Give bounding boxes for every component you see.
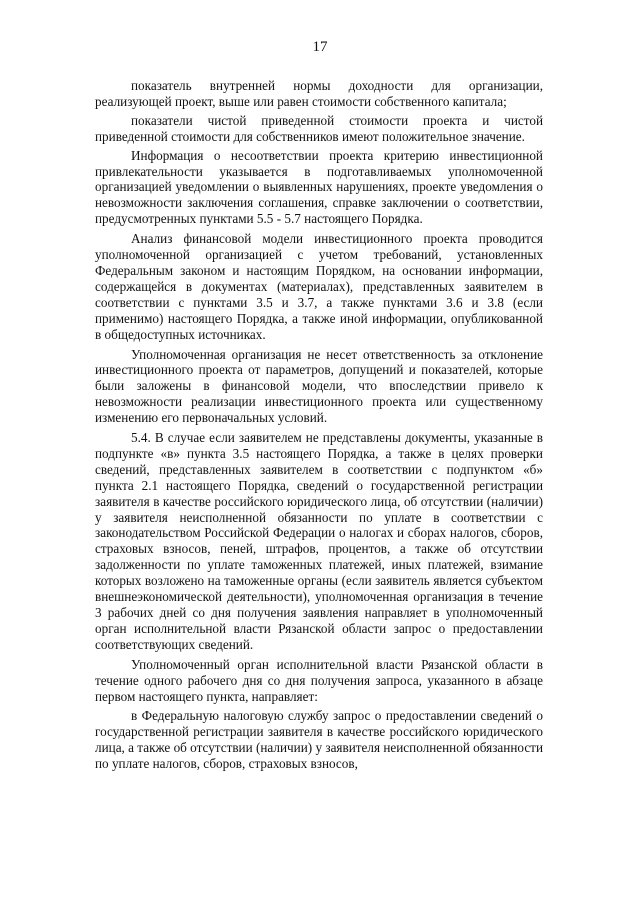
paragraph-liability-disclaimer: Уполномоченная организация не несет ответственность за отклонение инвестиционного проекта от параметров, допущений и показателей, которые были заложены в финансовой модели, что впоследствии привело к невозможности реализации инвестиционного проекта или существенному изменению его первоначальных условий. bbox=[95, 346, 543, 426]
paragraph-financial-model-analysis: Анализ финансовой модели инвестиционного проекта проводится уполномоченной организацией с учетом требований, установленных Федеральным законом и настоящим Порядком, на основании информации, содержащейся в документах (материалах), представленных заявителем в соответствии с пунктами 3.5 и 3.7, а также пунктами 3.6 и 3.8 (если применимо) настоящего Порядка, а также иной информации, опубликованной в общедоступных источниках. bbox=[95, 231, 543, 342]
document-body bbox=[95, 78, 543, 776]
paragraph-npv-indicators: показатели чистой приведенной стоимости проекта и чистой приведенной стоимости для собственников имеют положительное значение. bbox=[95, 112, 543, 144]
paragraph-noncompliance-info: Информация о несоответствии проекта критерию инвестиционной привлекательности указывается в подготавливаемых уполномоченной организацией уведомлении о выявленных нарушениях, проекте уведомления о невозможности заключения соглашения, справке заключении о соответствии, предусмотренных пунктами 5.5 - 5.7 настоящего Порядка. bbox=[95, 147, 543, 227]
page-number: 17 bbox=[312, 39, 328, 55]
paragraph-tax-service-request: в Федеральную налоговую службу запрос о предоставлении сведений о государственной регистрации заявителя в качестве российского юридического лица, а также об отсутствии (наличии) у заявителя неисполненной обязанности по уплате налогов, сборов, страховых взносов, bbox=[95, 708, 543, 772]
paragraph-authority-sends: Уполномоченный орган исполнительной власти Рязанской области в течение одного рабочего дня со дня получения запроса, указанного в абзаце первом настоящего пункта, направляет: bbox=[95, 656, 543, 704]
paragraph-section-5-4: 5.4. В случае если заявителем не представлены документы, указанные в подпункте «в» пункта 3.5 настоящего Порядка, а также в целях проверки сведений, представленных заявителем в соответствии с подпунктом «б» пункта 2.1 настоящего Порядка, сведений о государственной регистрации заявителя в качестве российского юридического лица, об отсутствии (наличии) у заявителя неисполненной обязанности по уплате в соответствии с законодательством Российской Федерации о налогах и сборах налогов, сборов, страховых взносов, пеней, штрафов, процентов, а также об отсутствии задолженности по уплате таможенных платежей, иных платежей, взимание которых возложено на таможенные органы (если заявитель является субъектом внешнеэкономической деятельности), уполномоченная организация в течение 3 рабочих дней со дня получения заявления направляет в уполномоченный орган исполнительной власти Рязанской области запрос о предоставлении соответствующих сведений. bbox=[95, 430, 543, 652]
paragraph-irr-indicator: показатель внутренней нормы доходности для организации, реализующей проект, выше или равен стоимости собственного капитала; bbox=[95, 78, 543, 109]
